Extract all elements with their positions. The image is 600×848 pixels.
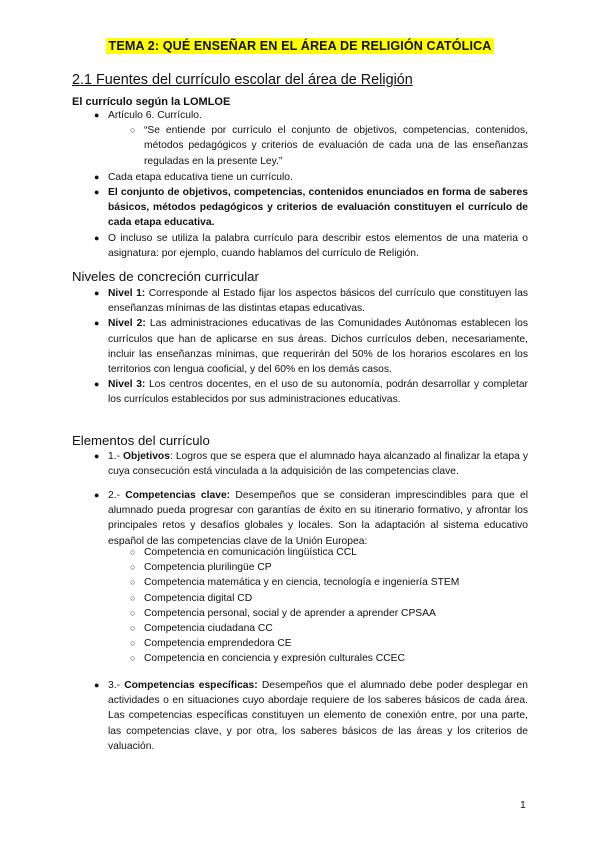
bullet-icon: ●: [94, 110, 100, 120]
curriculo-item4: O incluso se utiliza la palabra currículo para describir estos elementos de una materia o asignatura: por ejemplo, cuando hablamos del currículo de Religión.: [108, 232, 528, 259]
title-wrap: [0, 37, 600, 55]
curriculo-item1: Artículo 6. Currículo.: [108, 110, 202, 121]
competencia-text: Competencia digital CD: [144, 592, 253, 604]
competencia-text: Competencia plurilingüe CP: [144, 562, 272, 574]
competencia-text: Competencia emprendedora CE: [144, 638, 292, 650]
nivel2-text: Las administraciones educativas de las Comunidades Autónomas establecen los currículos que han de aplicarse en sus áreas. Dichos currículos deben, necesariamente, incluir las enseñanzas mínimas, que requerirán del 50% de los horarios escolares en los territorios con lengua cooficial, y del 60% en los demás casos.: [108, 318, 528, 376]
list-item: [94, 185, 528, 231]
list-item: [94, 449, 528, 479]
competencia-item: [130, 651, 534, 666]
hollow-bullet-icon: ○: [130, 592, 136, 603]
competencias-ul: [130, 545, 534, 667]
hollow-bullet-icon: ○: [130, 653, 136, 664]
nivel1-text: Corresponde al Estado fijar los aspectos básicos del currículo que constituyen las enseñanzas mínimas de las distintas etapas educativas.: [108, 288, 528, 315]
nivel3-text: Los centros docentes, en el uso de su autonomía, podrán desarrollar y completar los currículos establecidos por sus administraciones educativas.: [108, 379, 528, 406]
curriculo-item3: El conjunto de objetivos, competencias, contenidos enunciados en forma de saberes básicos, métodos pedagógicos y criterios de evaluación constituyen el currículo de cada etapa educativa.: [108, 187, 528, 229]
list-item: [94, 170, 528, 185]
elemento3: [94, 678, 528, 754]
bullet-icon: ●: [94, 451, 100, 461]
curriculo-heading: El currículo según la LOMLOE: [72, 96, 231, 108]
section-title: [72, 72, 413, 88]
list-item: [94, 488, 528, 549]
hollow-bullet-icon: ○: [130, 562, 136, 573]
hollow-bullet-icon: ○: [130, 638, 136, 649]
hollow-bullet-icon: ○: [130, 577, 136, 588]
elemento1-num: 1.-: [108, 451, 124, 462]
competencias-list: [130, 545, 534, 667]
elemento2-label: Competencias clave:: [125, 490, 231, 501]
elemento1: [94, 449, 528, 479]
curriculo-item2: Cada etapa educativa tiene un currículo.: [108, 171, 293, 183]
elemento3-num: 3.-: [108, 680, 125, 691]
curriculo-item1-sub: “Se entiende por currículo el conjunto de objetivos, competencias, contenidos, métodos pedagógicos y criterios de evaluación de cada una de las enseñanzas reguladas en la presente Ley.”: [144, 125, 528, 167]
competencia-text: Competencia personal, social y de aprender a aprender CPSAA: [144, 607, 436, 619]
bullet-icon: ●: [94, 288, 100, 298]
competencia-item: [130, 606, 534, 621]
bullet-icon: ●: [94, 379, 100, 390]
bullet-icon: ●: [94, 171, 100, 182]
list-item: [94, 231, 528, 261]
nivel3-label: Nivel 3:: [108, 379, 146, 391]
competencia-text: Competencia en comunicación lingüística CCL: [144, 547, 357, 558]
elemento1-text: : Logros que se espera que el alumnado haya alcanzado al finalizar la etapa y cuya consecución está vinculada a la adquisición de las competencias clave.: [108, 451, 528, 478]
curriculo-list: [94, 108, 528, 261]
niveles-list: [94, 286, 528, 408]
hollow-bullet-icon: ○: [130, 547, 136, 557]
bullet-icon: ●: [94, 680, 100, 690]
bullet-icon: ●: [94, 490, 100, 500]
bullet-icon: ●: [94, 187, 100, 198]
document-title: TEMA 2: QUÉ ENSEÑAR EN EL ÁREA DE RELIGIÓN CATÓLICA: [106, 38, 495, 54]
bullet-icon: ●: [94, 318, 100, 329]
competencia-item: [130, 575, 534, 590]
hollow-bullet-icon: ○: [130, 125, 136, 136]
section-title-text: 2.1 Fuentes del currículo escolar del área de Religión: [72, 72, 413, 88]
elemento2-num: 2.-: [108, 490, 126, 501]
competencia-item: [130, 545, 534, 560]
elemento2-text: Desempeños que se consideran imprescindibles para que el alumnado pueda progresar con garantías de éxito en su itinerario formativo, y afrontar los principales retos y desafíos globales y locales. Son la adaptación al sistema educativo español de las competencias clave de la Unión Europea:: [108, 490, 528, 547]
competencia-text: Competencia matemática y en ciencia, tecnología e ingeniería STEM: [144, 577, 460, 589]
hollow-bullet-icon: ○: [130, 607, 136, 618]
list-item: [94, 286, 528, 316]
competencia-item: [130, 560, 534, 575]
hollow-bullet-icon: ○: [130, 623, 136, 634]
list-item: [94, 377, 528, 407]
elemento3-label: Competencias específicas:: [124, 680, 258, 691]
elementos-heading: Elementos del currículo: [72, 433, 210, 448]
competencia-text: Competencia ciudadana CC: [144, 623, 273, 635]
page-number: 1: [520, 799, 526, 811]
competencia-item: [130, 636, 534, 651]
elemento2: [94, 488, 528, 549]
list-item: [94, 316, 528, 377]
competencia-item: [130, 591, 534, 606]
nivel2-label: Nivel 2:: [108, 318, 146, 330]
elemento3-text: Desempeños que el alumnado debe poder desplegar en actividades o en situaciones cuyo abordaje requiere de los saberes básicos de cada área. Las competencias específicas constituyen un elemento de conexión entre, por una parte, las competencias clave, y por otra, los saberes básicos de las áreas y los criterios de valuación.: [108, 680, 528, 752]
list-item: [130, 123, 528, 169]
list-item: [94, 108, 528, 123]
competencia-text: Competencia en conciencia y expresión culturales CCEC: [144, 653, 405, 665]
competencia-item: [130, 621, 534, 636]
elemento1-label: Objetivos: [123, 451, 170, 462]
bullet-icon: ●: [94, 232, 100, 243]
list-item: [94, 678, 528, 754]
niveles-heading: Niveles de concreción curricular: [72, 269, 259, 284]
nivel1-label: Nivel 1:: [108, 288, 146, 299]
